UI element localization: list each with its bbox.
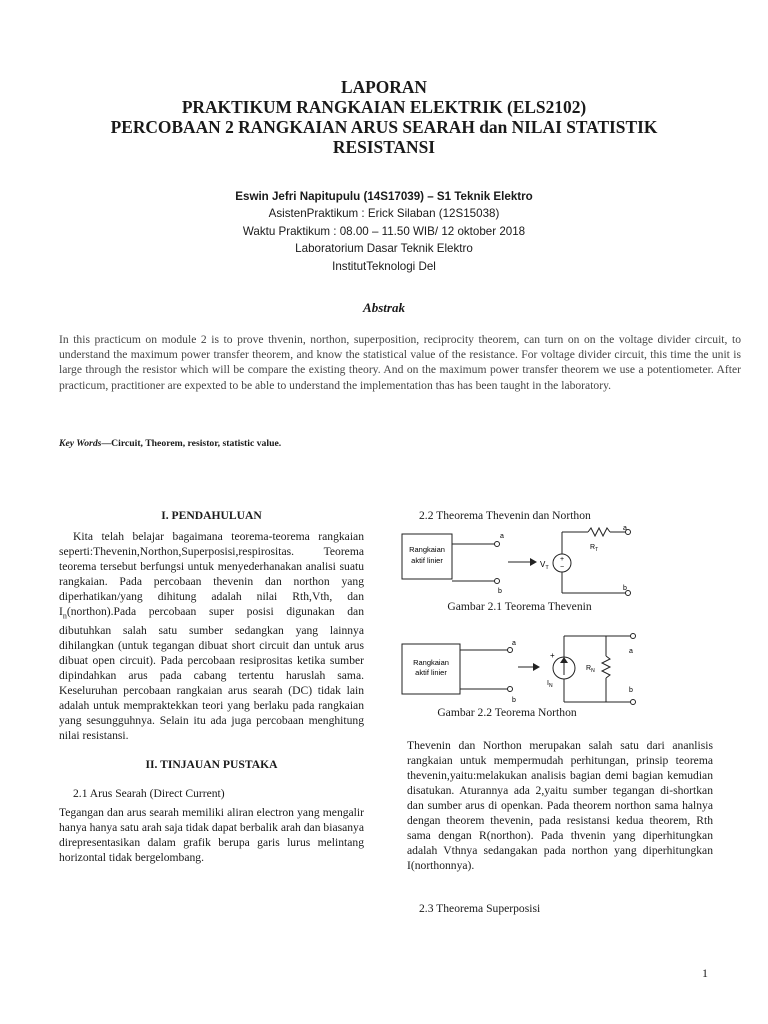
figure-2-2-caption: Gambar 2.2 Teorema Northon	[437, 706, 577, 719]
author-block	[0, 188, 768, 275]
arrow-head	[533, 663, 540, 671]
intro-text-b: (northon).Pada percobaan super posisi digunakan dan dibutuhkan salah satu sumber sedangkan yang lainnya dihilangkan (untuk tegangan dibuat short circuit dan untuk arus dibuat open circuit). Pada percobaan resiprositas ketika sumber dipindahkan arus pada cabang tertentu haruslah sama. Keseluruhan percobaan rangkaian arus searah (DC) tidak lain adalah untuk mempraktekkan teori yang berlaku pada rangkaian yang sesungguhnya. Selain itu ada juga percobaan menghitung nilai resistansi.	[59, 605, 364, 743]
resistor-rt	[588, 528, 610, 536]
right-column	[407, 508, 712, 523]
figure-2-1-caption: Gambar 2.1 Teorema Thevenin	[447, 600, 592, 613]
title-line-4: RESISTANSI	[332, 137, 436, 157]
rt-label: $R_T$	[590, 544, 599, 553]
plus-sign: +	[550, 651, 555, 660]
label-a: a	[512, 640, 516, 647]
keywords-text: —Circuit, Theorem, resistor, statistic value.	[101, 438, 282, 449]
label-a: a	[500, 533, 504, 540]
thevenin-box-label-2: aktif linier	[411, 556, 443, 565]
institute-name: InstitutTeknologi Del	[332, 259, 436, 273]
abstract-heading: Abstrak	[363, 300, 405, 315]
terminal-b	[495, 579, 500, 584]
label-a2: a	[629, 648, 633, 655]
title-line-2: PRAKTIKUM RANGKAIAN ELEKTRIK (ELS2102)	[181, 97, 587, 117]
rn-label: $R_N$	[586, 665, 595, 674]
label-b: b	[498, 588, 502, 595]
plus-sign: +	[559, 556, 565, 563]
paper-title	[0, 77, 768, 157]
terminal-a	[508, 648, 513, 653]
left-column	[59, 508, 364, 865]
terminal-b2	[631, 700, 636, 705]
label-b2: b	[623, 585, 627, 592]
title-line-1: LAPORAN	[341, 77, 427, 97]
intro-paragraph	[59, 529, 364, 743]
terminal-a2	[631, 634, 636, 639]
subsection-2-1: 2.1 Arus Searah (Direct Current)	[73, 787, 225, 801]
label-a2: a	[623, 525, 627, 532]
in-label: $I_N$	[547, 680, 553, 689]
section-heading-pendahuluan: I. PENDAHULUAN	[161, 509, 262, 522]
section-heading-tinjauan: II. TINJAUAN PUSTAKA	[145, 758, 278, 772]
resistor-rn	[602, 656, 610, 678]
thevenin-box-label-1: Rangkaian	[409, 545, 445, 554]
label-b: b	[512, 697, 516, 704]
northon-box-label-2: aktif linier	[415, 668, 447, 677]
label-b2: b	[629, 687, 633, 694]
subsection-2-2: 2.2 Theorema Thevenin dan Northon	[419, 509, 591, 522]
keywords	[59, 438, 741, 449]
assistant-name: AsistenPraktikum : Erick Silaban (12S15038)	[268, 207, 500, 221]
thevenin-northon-paragraph: Thevenin dan Northon merupakan salah satu dari ananlisis rangkaian untuk mempermudah perhitungan, prinsip teorema thevenin,yaitu:melakukan analisis bagian demi bagian kemudian disatukan. Aturannya ada 2,yaitu sumber tegangan di-shortkan dan sumber arus di openkan. Pada theorem northon sama halnya dengan theorem thevenin, pada resistansi kedua theorem, Rth sama dengan R(northon). Pada thvenin yang diperhitungkan adalah Vthnya sedangakan pada northon yang diperhitungkan I(northonnya).	[407, 739, 713, 872]
minus-sign: −	[559, 564, 565, 571]
intro-subscript: n	[62, 611, 67, 621]
keywords-label: Key Words	[59, 438, 102, 449]
terminal-b	[508, 687, 513, 692]
northon-figure	[400, 628, 640, 713]
author-name: Eswin Jefri Napitupulu (14S17039) – S1 Teknik Elektro	[235, 190, 533, 203]
arrow-head	[530, 558, 537, 566]
subsection-2-3: 2.3 Theorema Superposisi	[419, 902, 541, 915]
title-line-3: PERCOBAAN 2 RANGKAIAN ARUS SEARAH dan NILAI STATISTIK	[110, 117, 658, 137]
northon-diagram	[400, 628, 640, 713]
terminal-a	[495, 542, 500, 547]
vt-label: $V_T$	[540, 560, 549, 571]
northon-box-label-1: Rangkaian	[413, 658, 449, 667]
abstract-text: In this practicum on module 2 is to prove thvenin, northon, superposition, reciprocity theorem, can turn on on the voltage divider circuit, to understand the maximum power transfer theorem, and know the statistical value of the resistance. For voltage divider circuit, this time the unit is large through the resistor which will be compare the existing theory. And on the maximum power transfer theorem we use a potentiometer. After practicum, practitioner are expexted to be able to understand the implementation thas has been taught in the laboratory.	[59, 333, 741, 392]
dc-paragraph: Tegangan dan arus searah memiliki aliran electron yang mengalir hanya hanya satu arah saja tidak dapat berbalik arah dan biasanya direpresentasikan dalam grafik berupa garis lurus melintang horizontal tidak bergelombang.	[59, 806, 364, 865]
page-number: 1	[702, 966, 708, 980]
intro-text-a: Kita telah belajar bagaimana teorema-teorema rangkaian seperti:Thevenin,Northon,Superposisi,respirositas. Teorema teorema tersebut berfungsi untuk menyederhanakan analisi suatu rangkaian. Pada percobaan thevenin dan northon yang diperhatikan/yang dihitung adalah nilai Rth,Vth, dan I	[59, 530, 364, 618]
lab-name: Laboratorium Dasar Teknik Elektro	[295, 242, 473, 256]
practicum-time: Waktu Praktikum : 08.00 – 11.50 WIB/ 12 oktober 2018	[242, 224, 526, 238]
